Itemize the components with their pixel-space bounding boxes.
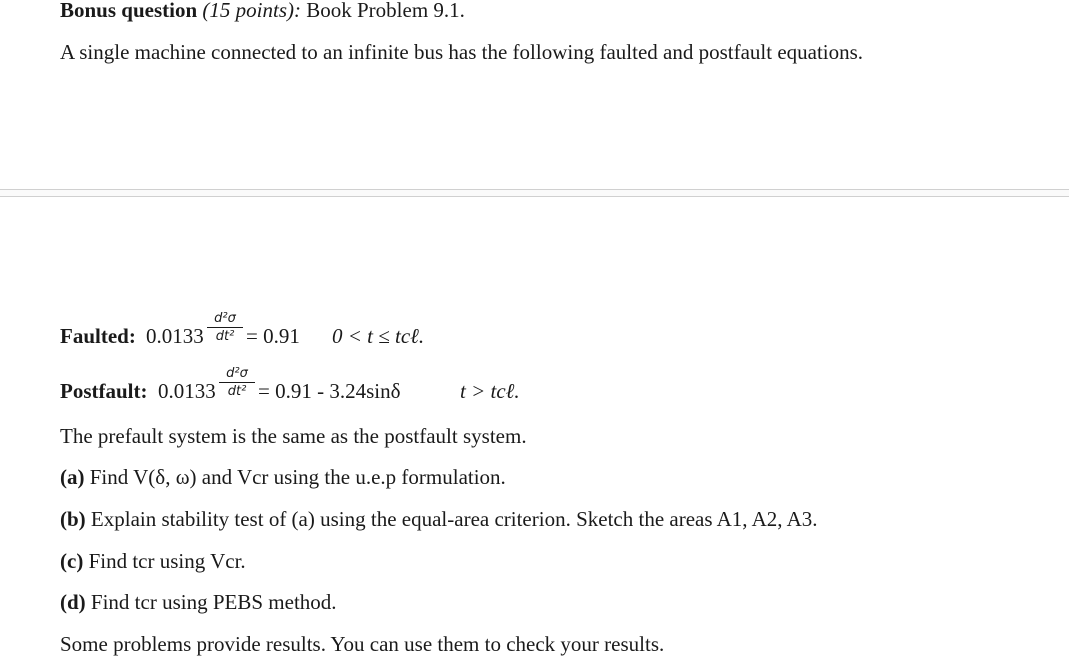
intro-text: A single machine connected to an infinite bus has the following faulted and postfault equations. (60, 40, 864, 64)
faulted-condition: 0 < t ≤ tcℓ. (332, 324, 425, 348)
question-text: Find V(δ, ω) and Vcr using the u.e.p formulation. (89, 465, 506, 489)
postfault-denominator: dt² (227, 384, 247, 399)
faulted-denominator: dt² (215, 329, 235, 344)
question-a (60, 467, 506, 488)
points-label: (15 points): (202, 0, 301, 22)
faulted-numerator: d²σ (214, 311, 236, 326)
postfault-derivative (217, 366, 257, 399)
page-break (0, 189, 1069, 197)
postfault-coefficient: 0.0133 (158, 379, 216, 403)
fraction-bar (207, 327, 243, 328)
problem-header (60, 0, 465, 21)
question-tag: (d) (60, 590, 86, 614)
question-text: Find tcr using PEBS method. (90, 590, 337, 614)
question-b (60, 509, 818, 530)
question-tag: (b) (60, 507, 86, 531)
fraction-bar (219, 382, 255, 383)
question-tag: (c) (60, 549, 84, 573)
faulted-coefficient: 0.0133 (146, 324, 204, 348)
bonus-label: Bonus question (60, 0, 198, 22)
question-d (60, 592, 337, 613)
postfault-condition: t > tcℓ. (460, 379, 520, 403)
postfault-label: Postfault: (60, 379, 148, 403)
postfault-rhs: = 0.91 - 3.24sinδ (258, 379, 401, 403)
closing-note: Some problems provide results. You can use them to check your results. (60, 632, 665, 656)
faulted-derivative (205, 311, 245, 344)
question-c (60, 551, 246, 572)
prefault-note: The prefault system is the same as the postfault system. (60, 424, 527, 448)
question-tag: (a) (60, 465, 85, 489)
question-text: Find tcr using Vcr. (88, 549, 246, 573)
postfault-numerator: d²σ (226, 366, 248, 381)
page-bottom (0, 197, 1069, 664)
source-label: Book Problem 9.1. (306, 0, 465, 22)
question-text: Explain stability test of (a) using the equal-area criterion. Sketch the areas A1, A2, A3. (90, 507, 818, 531)
faulted-rhs: = 0.91 (246, 324, 300, 348)
faulted-label: Faulted: (60, 324, 136, 348)
page-top (0, 0, 1069, 190)
